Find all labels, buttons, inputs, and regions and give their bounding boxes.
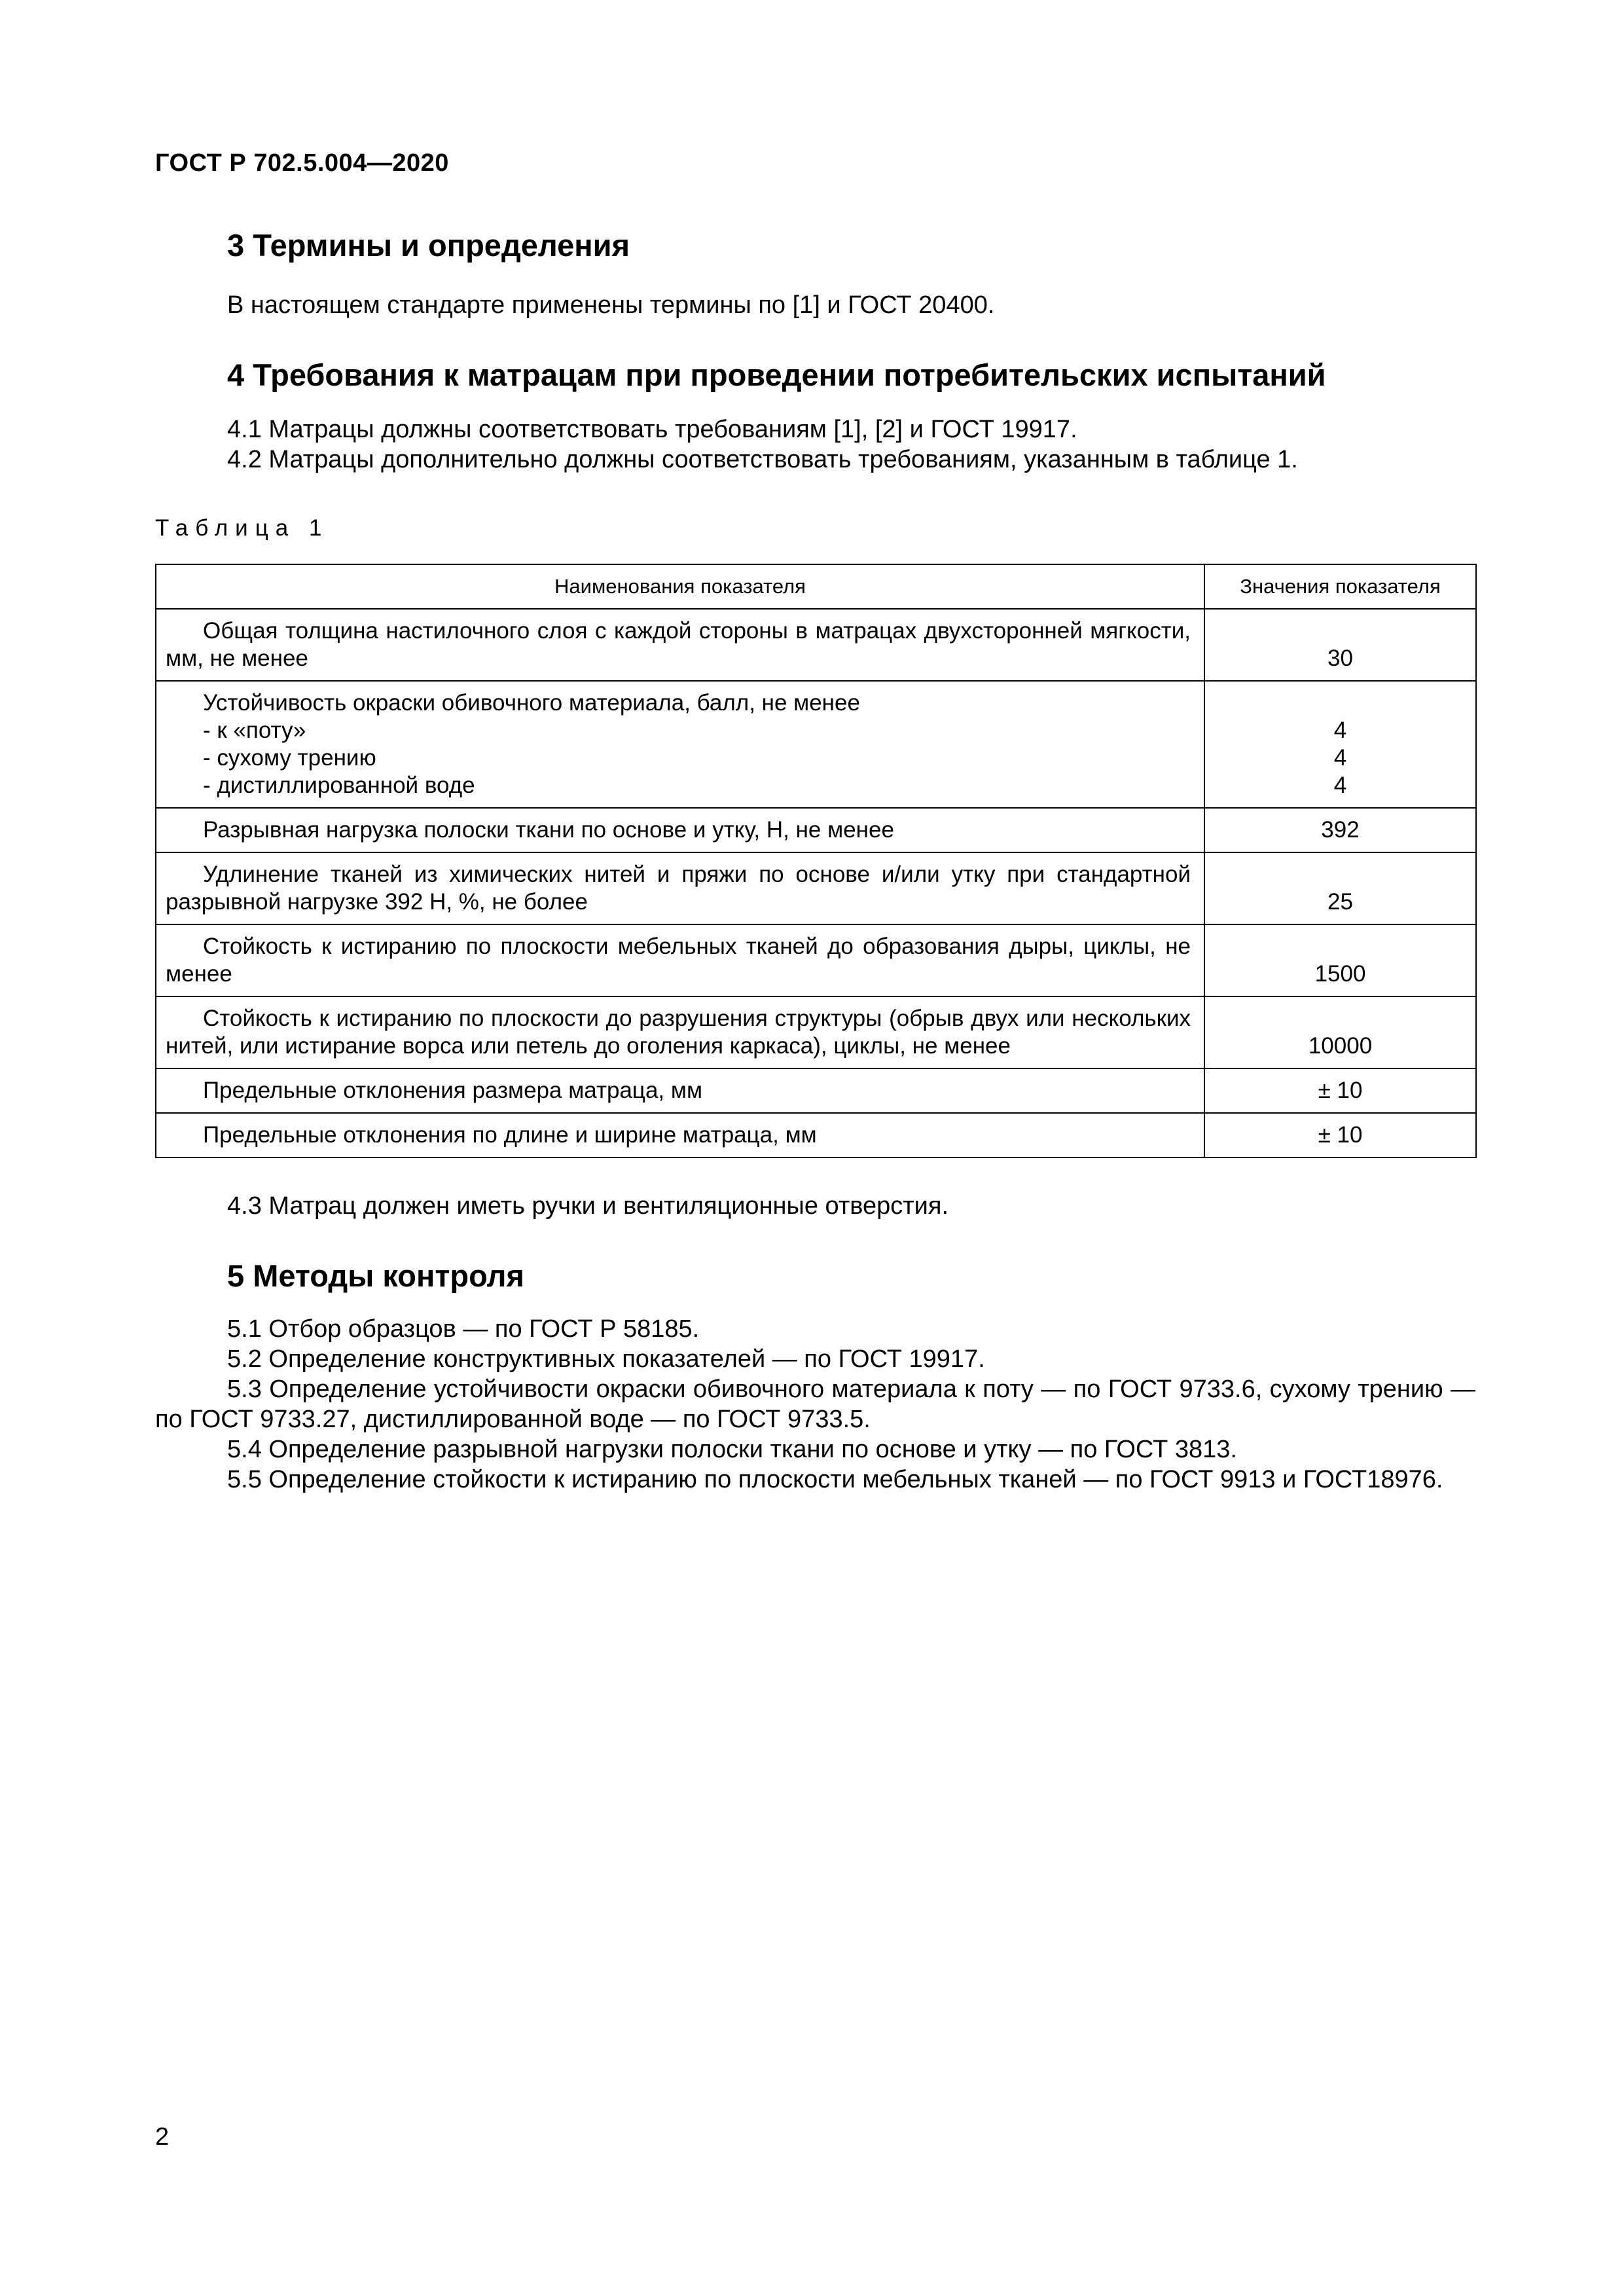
table-cell-value: ± 10 <box>1204 1113 1476 1157</box>
table-cell-value: 25 <box>1204 852 1476 924</box>
document-body <box>155 226 1475 1495</box>
table-row <box>156 852 1476 924</box>
item-5-4: 5.4 Определение разрывной нагрузки полоски ткани по основе и утку — по ГОСТ 3813. <box>227 1436 1237 1463</box>
table-row <box>156 924 1476 996</box>
table-row <box>156 996 1476 1068</box>
row-subitem: - к «поту» <box>203 718 306 743</box>
row-subitem: - сухому трению <box>203 745 376 771</box>
document-code: ГОСТ Р 702.5.004—2020 <box>155 149 449 177</box>
table-row <box>156 609 1476 681</box>
item-5-1: 5.1 Отбор образцов — по ГОСТ Р 58185. <box>227 1315 700 1343</box>
item-5-3: 5.3 Определение устойчивости окраски обивочного материала к поту — по ГОСТ 9733.6, сухому трению — по ГОСТ 9733.27, дистиллированной воде — по ГОСТ 9733.5. <box>155 1376 1475 1433</box>
table-cell-name <box>156 681 1204 808</box>
page-number: 2 <box>155 2123 170 2151</box>
item-5-2: 5.2 Определение конструктивных показателей — по ГОСТ 19917. <box>227 1345 985 1373</box>
header-indicator-name: Наименования показателя <box>156 564 1204 609</box>
row-subvalue: 4 <box>1333 718 1347 743</box>
header-indicator-value: Значения показателя <box>1204 564 1476 609</box>
row-subvalue: 4 <box>1333 773 1347 798</box>
table-cell-name: Стойкость к истиранию по плоскости до разрушения структуры (обрыв двух или нескольких нитей, или истирание ворса или петель до оголения каркаса), циклы, не менее <box>156 996 1204 1068</box>
table-cell-name: Разрывная нагрузка полоски ткани по основе и утку, Н, не менее <box>156 808 1204 852</box>
table-cell-name: Удлинение тканей из химических нитей и пряжи по основе и/или утку при стандартной разрывной нагрузке 392 Н, %, не более <box>156 852 1204 924</box>
section-3-text: В настоящем стандарте применены термины по [1] и ГОСТ 20400. <box>227 291 995 319</box>
table-row <box>156 808 1476 852</box>
section-5-title: 5 Методы контроля <box>227 1258 524 1293</box>
table-cell-name: Стойкость к истиранию по плоскости мебельных тканей до образования дыры, циклы, не менее <box>156 924 1204 996</box>
row-subvalue: 4 <box>1333 745 1347 771</box>
table-cell-value: 1500 <box>1204 924 1476 996</box>
item-4-3: 4.3 Матрац должен иметь ручки и вентиляционные отверстия. <box>227 1192 949 1220</box>
table-row <box>156 1113 1476 1157</box>
table-header-row <box>156 564 1476 609</box>
table-cell-name: Предельные отклонения размера матраца, мм <box>156 1068 1204 1113</box>
table-cell-value: 392 <box>1204 808 1476 852</box>
section-3-title: 3 Термины и определения <box>227 228 630 263</box>
table-cell-value: 10000 <box>1204 996 1476 1068</box>
table-cell-name: Общая толщина настилочного слоя с каждой стороны в матрацах двухсторонней мягкости, мм, не менее <box>156 609 1204 681</box>
table-cell-value <box>1204 681 1476 808</box>
table-row <box>156 1068 1476 1113</box>
table-row <box>156 681 1476 808</box>
item-4-2: 4.2 Матрацы дополнительно должны соответствовать требованиям, указанным в таблице 1. <box>227 446 1298 473</box>
requirements-table <box>155 564 1477 1158</box>
row-main-text: Устойчивость окраски обивочного материала, балл, не менее <box>203 690 860 716</box>
table-cell-value: 30 <box>1204 609 1476 681</box>
table-caption: Таблица 1 <box>155 515 329 541</box>
section-4-title: 4 Требования к матрацам при проведении потребительских испытаний <box>227 357 1326 392</box>
table-cell-value: ± 10 <box>1204 1068 1476 1113</box>
item-4-1: 4.1 Матрацы должны соответствовать требованиям [1], [2] и ГОСТ 19917. <box>227 416 1077 443</box>
item-5-5: 5.5 Определение стойкости к истиранию по плоскости мебельных тканей — по ГОСТ 9913 и ГОСТ18976. <box>227 1466 1443 1493</box>
row-subitem: - дистиллированной воде <box>203 773 475 798</box>
table-cell-name: Предельные отклонения по длине и ширине матраца, мм <box>156 1113 1204 1157</box>
